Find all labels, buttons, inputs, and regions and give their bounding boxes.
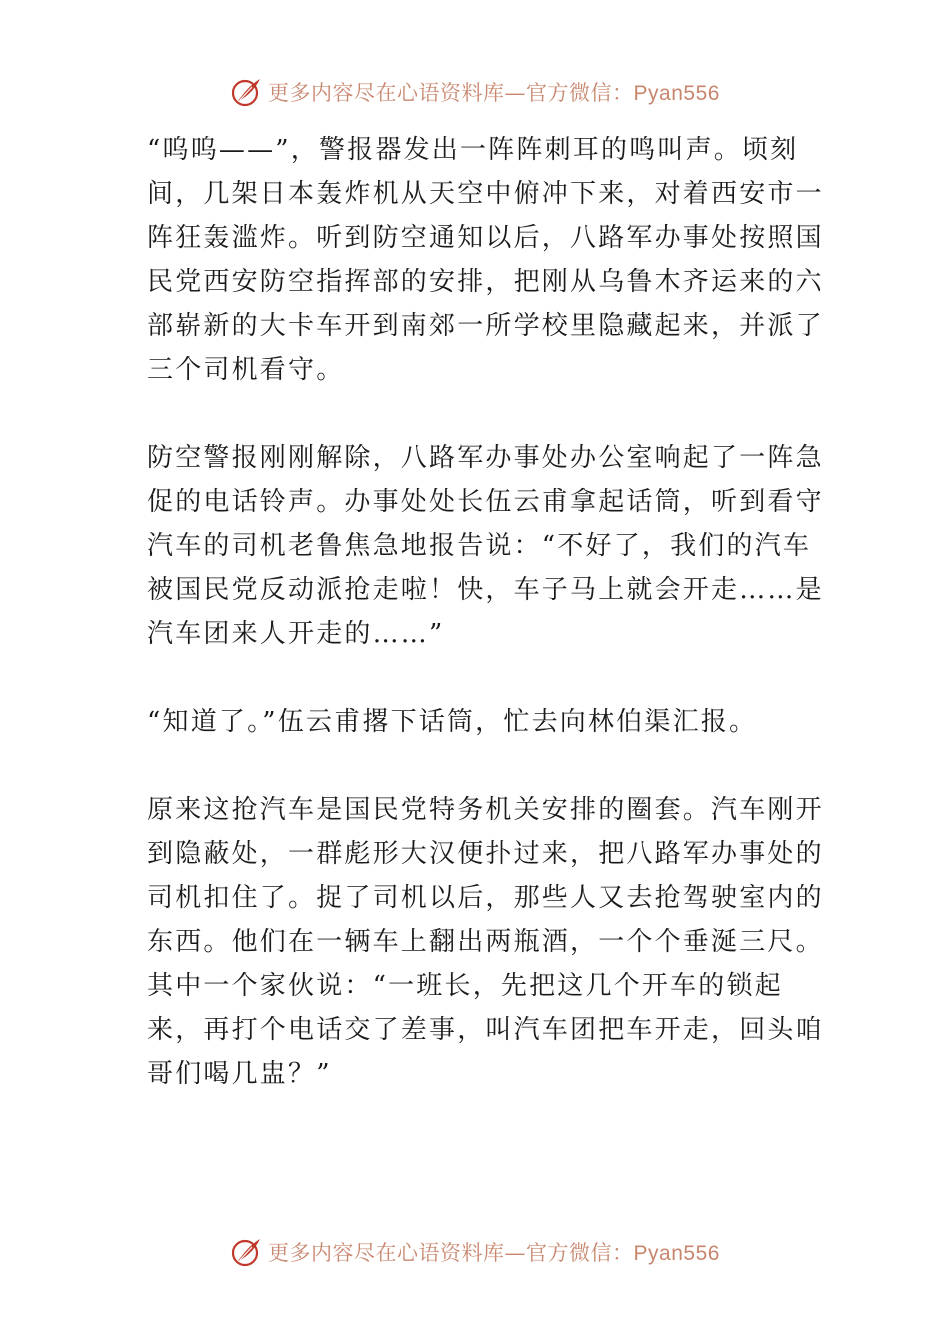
- header-wechat-id: Pyan556: [633, 82, 720, 105]
- paragraph: “知道了。”伍云甫撂下话筒，忙去向林伯渠汇报。: [147, 707, 758, 737]
- footer-banner: [0, 1230, 950, 1274]
- footer-wechat-id: Pyan556: [633, 1242, 720, 1265]
- document-body: [147, 128, 837, 1096]
- paragraph: “呜呜——”，警报器发出一阵阵刺耳的鸣叫声。顷刻间，几架日本轰炸机从天空中俯冲下来，对着西安市一阵狂轰滥炸。听到防空通知以后，八路军办事处按照国民党西安防空指挥部的安排，把刚从乌鲁木齐运来的六部崭新的大卡车开到南郊一所学校里隐藏起来，并派了三个司机看守。: [147, 135, 824, 385]
- header-banner: [0, 70, 950, 114]
- quill-circle-logo-icon: [230, 75, 264, 109]
- footer-banner-text: 更多内容尽在心语资料库—官方微信：Pyan556: [268, 1241, 720, 1265]
- header-banner-text: 更多内容尽在心语资料库—官方微信：Pyan556: [268, 81, 720, 105]
- quill-circle-logo-icon: [230, 1235, 264, 1269]
- paragraph: 防空警报刚刚解除，八路军办事处办公室响起了一阵急促的电话铃声。办事处处长伍云甫拿起话筒，听到看守汽车的司机老鲁焦急地报告说：“不好了，我们的汽车被国民党反动派抢走啦！快，车子马上就会开走……是汽车团来人开走的……”: [147, 443, 824, 649]
- paragraph: 原来这抢汽车是国民党特务机关安排的圈套。汽车刚开到隐蔽处，一群彪形大汉便扑过来，把八路军办事处的司机扣住了。捉了司机以后，那些人又去抢驾驶室内的东西。他们在一辆车上翻出两瓶酒，一个个垂涎三尺。其中一个家伙说：“一班长，先把这几个开车的锁起来，再打个电话交了差事，叫汽车团把车开走，回头咱哥们喝几盅？”: [147, 795, 824, 1089]
